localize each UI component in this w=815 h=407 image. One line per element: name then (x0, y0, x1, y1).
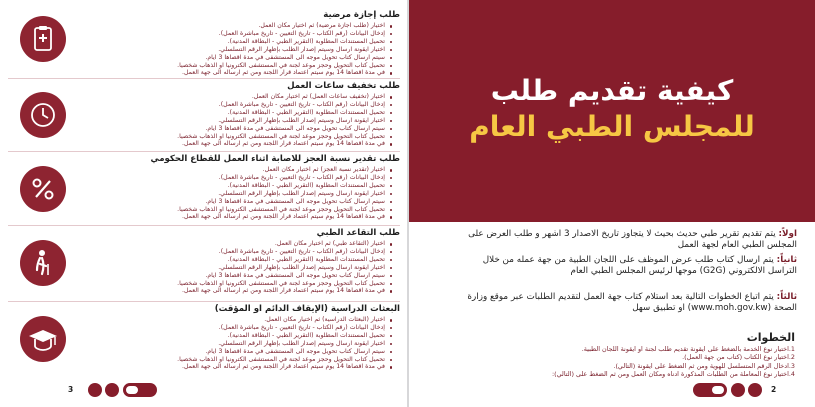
section-disability-rate (8, 154, 400, 221)
list-item: تحميل كتاب التحويل وحجز موعد لجنة في المستشفى الكترونيا او الذهاب شخصيا. (8, 206, 392, 214)
list-item: اختيار (تخفيف ساعات العمل) ثم اختيار مكان العمل. (8, 93, 392, 101)
section-divider (8, 78, 400, 79)
step-item: 3.ادخال الرقم المتسلسل للهوية ومن ثم الضغط على ايقونة (التالي). (613, 361, 795, 370)
list-item: تحميل كتاب التحويل وحجز موعد لجنة في المستشفى الكترونيا او الذهاب شخصيا. (8, 62, 392, 70)
list-item: اختيار ايقونة ارسال وسيتم إصدار الطلب بإظهار الرقم التسلسلي. (8, 46, 392, 54)
section-list (8, 316, 400, 371)
list-item: سيتم ارسال كتاب تحويل موجه الى المستشفى في مدة اقصاها 3 ايام. (8, 54, 392, 62)
section-title: طلب تقدير نسبة العجز للاصابة اثناء العمل للقطاع الحكومي (150, 154, 400, 164)
section-scholarships (8, 304, 400, 371)
section-list (8, 93, 400, 148)
section-divider (8, 301, 400, 302)
section-title: طلب تخفيف ساعات العمل (287, 81, 400, 91)
list-item: تحميل كتاب التحويل وحجز موعد لجنة في المستشفى الكترونيا او الذهاب شخصيا. (8, 133, 392, 141)
list-item: تحميل كتاب التحويل وحجز موعد لجنة في المستشفى الكترونيا او الذهاب شخصيا. (8, 356, 392, 364)
elderly-person-icon (20, 240, 66, 286)
list-item: سيتم ارسال كتاب تحويل موجه الى المستشفى في مدة اقصاها 3 ايام. (8, 125, 392, 133)
paragraph-lead: ثالثاً: (776, 292, 797, 302)
list-item: إدخال البيانات (رقم الكتاب - تاريخ التعيين - تاريخ مباشرة العمل). (8, 248, 392, 256)
section-title: البعثات الدراسية (الإيقاف الدائم او المؤقت) (214, 304, 400, 314)
paragraph-third (451, 292, 797, 314)
paragraph-lead: اولاً: (778, 229, 797, 239)
section-divider (8, 151, 400, 152)
section-medical-retirement (8, 228, 400, 295)
list-item: في مدة اقصاها 14 يوم سيتم اعتماد قرار اللجنة ومن ثم ارساله الى جهة العمل. (8, 140, 392, 148)
page-number: 2 (771, 385, 777, 394)
list-item: إدخال البيانات (رقم الكتاب - تاريخ التعيين - تاريخ مباشرة العمل). (8, 101, 392, 109)
list-item: اختيار ايقونة ارسال وسيتم إصدار الطلب بإظهار الرقم التسلسلي. (8, 117, 392, 125)
list-item: تحميل المستندات المطلوبة (التقرير الطبي - البطاقة المدنية). (8, 182, 392, 190)
section-title: طلب إجازة مرضية (323, 10, 400, 20)
list-item: سيتم ارسال كتاب تحويل موجه الى المستشفى في مدة اقصاها 3 ايام. (8, 348, 392, 356)
hero-title: كيفية تقديم طلب (490, 74, 734, 107)
section-list (8, 22, 400, 77)
section-sick-leave (8, 10, 400, 77)
list-item: إدخال البيانات (رقم الكتاب - تاريخ التعيين - تاريخ مباشرة العمل). (8, 30, 392, 38)
list-item: اختيار (التقاعد طبي) ثم اختيار مكان العمل. (8, 240, 392, 248)
step-item: 4.اختيار نوع المعاملة من الطلبات المذكورة ادناه ومكان العمل ومن ثم الضغط على (التالي): (551, 369, 795, 378)
list-item: اختيار (طلب اجازة مرضية) ثم اختيار مكان العمل. (8, 22, 392, 30)
paragraph-second (451, 255, 797, 277)
paragraph-first (451, 229, 797, 251)
page-2 (409, 0, 815, 407)
page-3 (0, 0, 407, 407)
step-item: 2.اختيار نوع الكتاب (كتاب من جهة العمل). (682, 353, 795, 362)
list-item: في مدة اقصاها 14 يوم سيتم اعتماد قرار اللجنة ومن ثم ارساله الى جهة العمل. (8, 287, 392, 295)
steps-list (439, 345, 795, 378)
list-item: تحميل المستندات المطلوبة (التقرير الطبي - البطاقة المدنية). (8, 332, 392, 340)
list-item: إدخال البيانات (رقم الكتاب - تاريخ التعيين - تاريخ مباشرة العمل). (8, 324, 392, 332)
list-item: تحميل المستندات المطلوبة (التقرير الطبي - البطاقة المدنية). (8, 38, 392, 46)
list-item: تحميل المستندات المطلوبة (التقرير الطبي - البطاقة المدنية). (8, 256, 392, 264)
paragraph-lead: ثانياً: (776, 255, 797, 265)
clock-icon (20, 92, 66, 138)
decorative-pills (693, 383, 763, 397)
hero-banner (409, 0, 815, 222)
list-item: في مدة اقصاها 14 يوم سيتم اعتماد قرار اللجنة ومن ثم ارساله الى جهة العمل. (8, 213, 392, 221)
graduation-cap-icon (20, 316, 66, 362)
list-item: في مدة اقصاها 14 يوم سيتم اعتماد قرار اللجنة ومن ثم ارساله الى جهة العمل. (8, 69, 392, 77)
list-item: اختيار (تقدير نسبة العجز) ثم اختيار مكان العمل. (8, 166, 392, 174)
section-divider (8, 225, 400, 226)
section-list (8, 166, 400, 221)
step-item: 1.اختيار نوع الخدمة بالضغط على ايقونة تقديم طلب لجنة او ايقونة اللجان الطبية. (581, 345, 795, 353)
paragraph-text: يتم اتباع الخطوات التالية بعد استلام كتاب جهة العمل لتقديم الطلبات عبر موقع وزارة الصحة (www.moh.gov.kw) او تطبيق سهل (467, 292, 797, 314)
list-item: في مدة اقصاها 14 يوم سيتم اعتماد قرار اللجنة ومن ثم ارساله الى جهة العمل. (8, 363, 392, 371)
steps-heading: الخطوات (746, 331, 795, 344)
list-item: سيتم ارسال كتاب تحويل موجه الى المستشفى في مدة اقصاها 3 ايام. (8, 272, 392, 280)
section-list (8, 240, 400, 295)
paragraph-text: يتم تقديم تقرير طبي حديث بحيث لا يتجاوز تاريخ الاصدار 3 اشهر و طلب العرض على المجلس الطبي العام لجهة العمل (468, 229, 797, 251)
paragraph-text: يتم ارسال كتاب طلب عرض الموظف على اللجان الطبية من جهة عمله من خلال التراسل الالكتروني (G2G) موجها لرئيس المجلس الطبي العام (482, 255, 797, 277)
list-item: تحميل كتاب التحويل وحجز موعد لجنة في المستشفى الكترونيا او الذهاب شخصيا. (8, 280, 392, 288)
page-number: 3 (68, 385, 74, 394)
list-item: اختيار ايقونة ارسال وسيتم إصدار الطلب بإظهار الرقم التسلسلي. (8, 190, 392, 198)
section-reduce-hours (8, 81, 400, 148)
list-item: اختيار ايقونة ارسال وسيتم إصدار الطلب بإظهار الرقم التسلسلي. (8, 340, 392, 348)
medical-clipboard-icon (20, 16, 66, 62)
list-item: اختيار ايقونة ارسال وسيتم إصدار الطلب بإظهار الرقم التسلسلي. (8, 264, 392, 272)
decorative-pills (88, 383, 158, 397)
list-item: إدخال البيانات (رقم الكتاب - تاريخ التعيين - تاريخ مباشرة العمل). (8, 174, 392, 182)
section-title: طلب التقاعد الطبي (316, 228, 400, 238)
percent-icon (20, 166, 66, 212)
hero-subtitle: للمجلس الطبي العام (469, 110, 755, 143)
list-item: تحميل المستندات المطلوبة (التقرير الطبي - البطاقة المدنية). (8, 109, 392, 117)
list-item: اختيار (البعثات الدراسية) ثم اختيار مكان العمل. (8, 316, 392, 324)
list-item: سيتم ارسال كتاب تحويل موجه الى المستشفى في مدة اقصاها 3 ايام. (8, 198, 392, 206)
